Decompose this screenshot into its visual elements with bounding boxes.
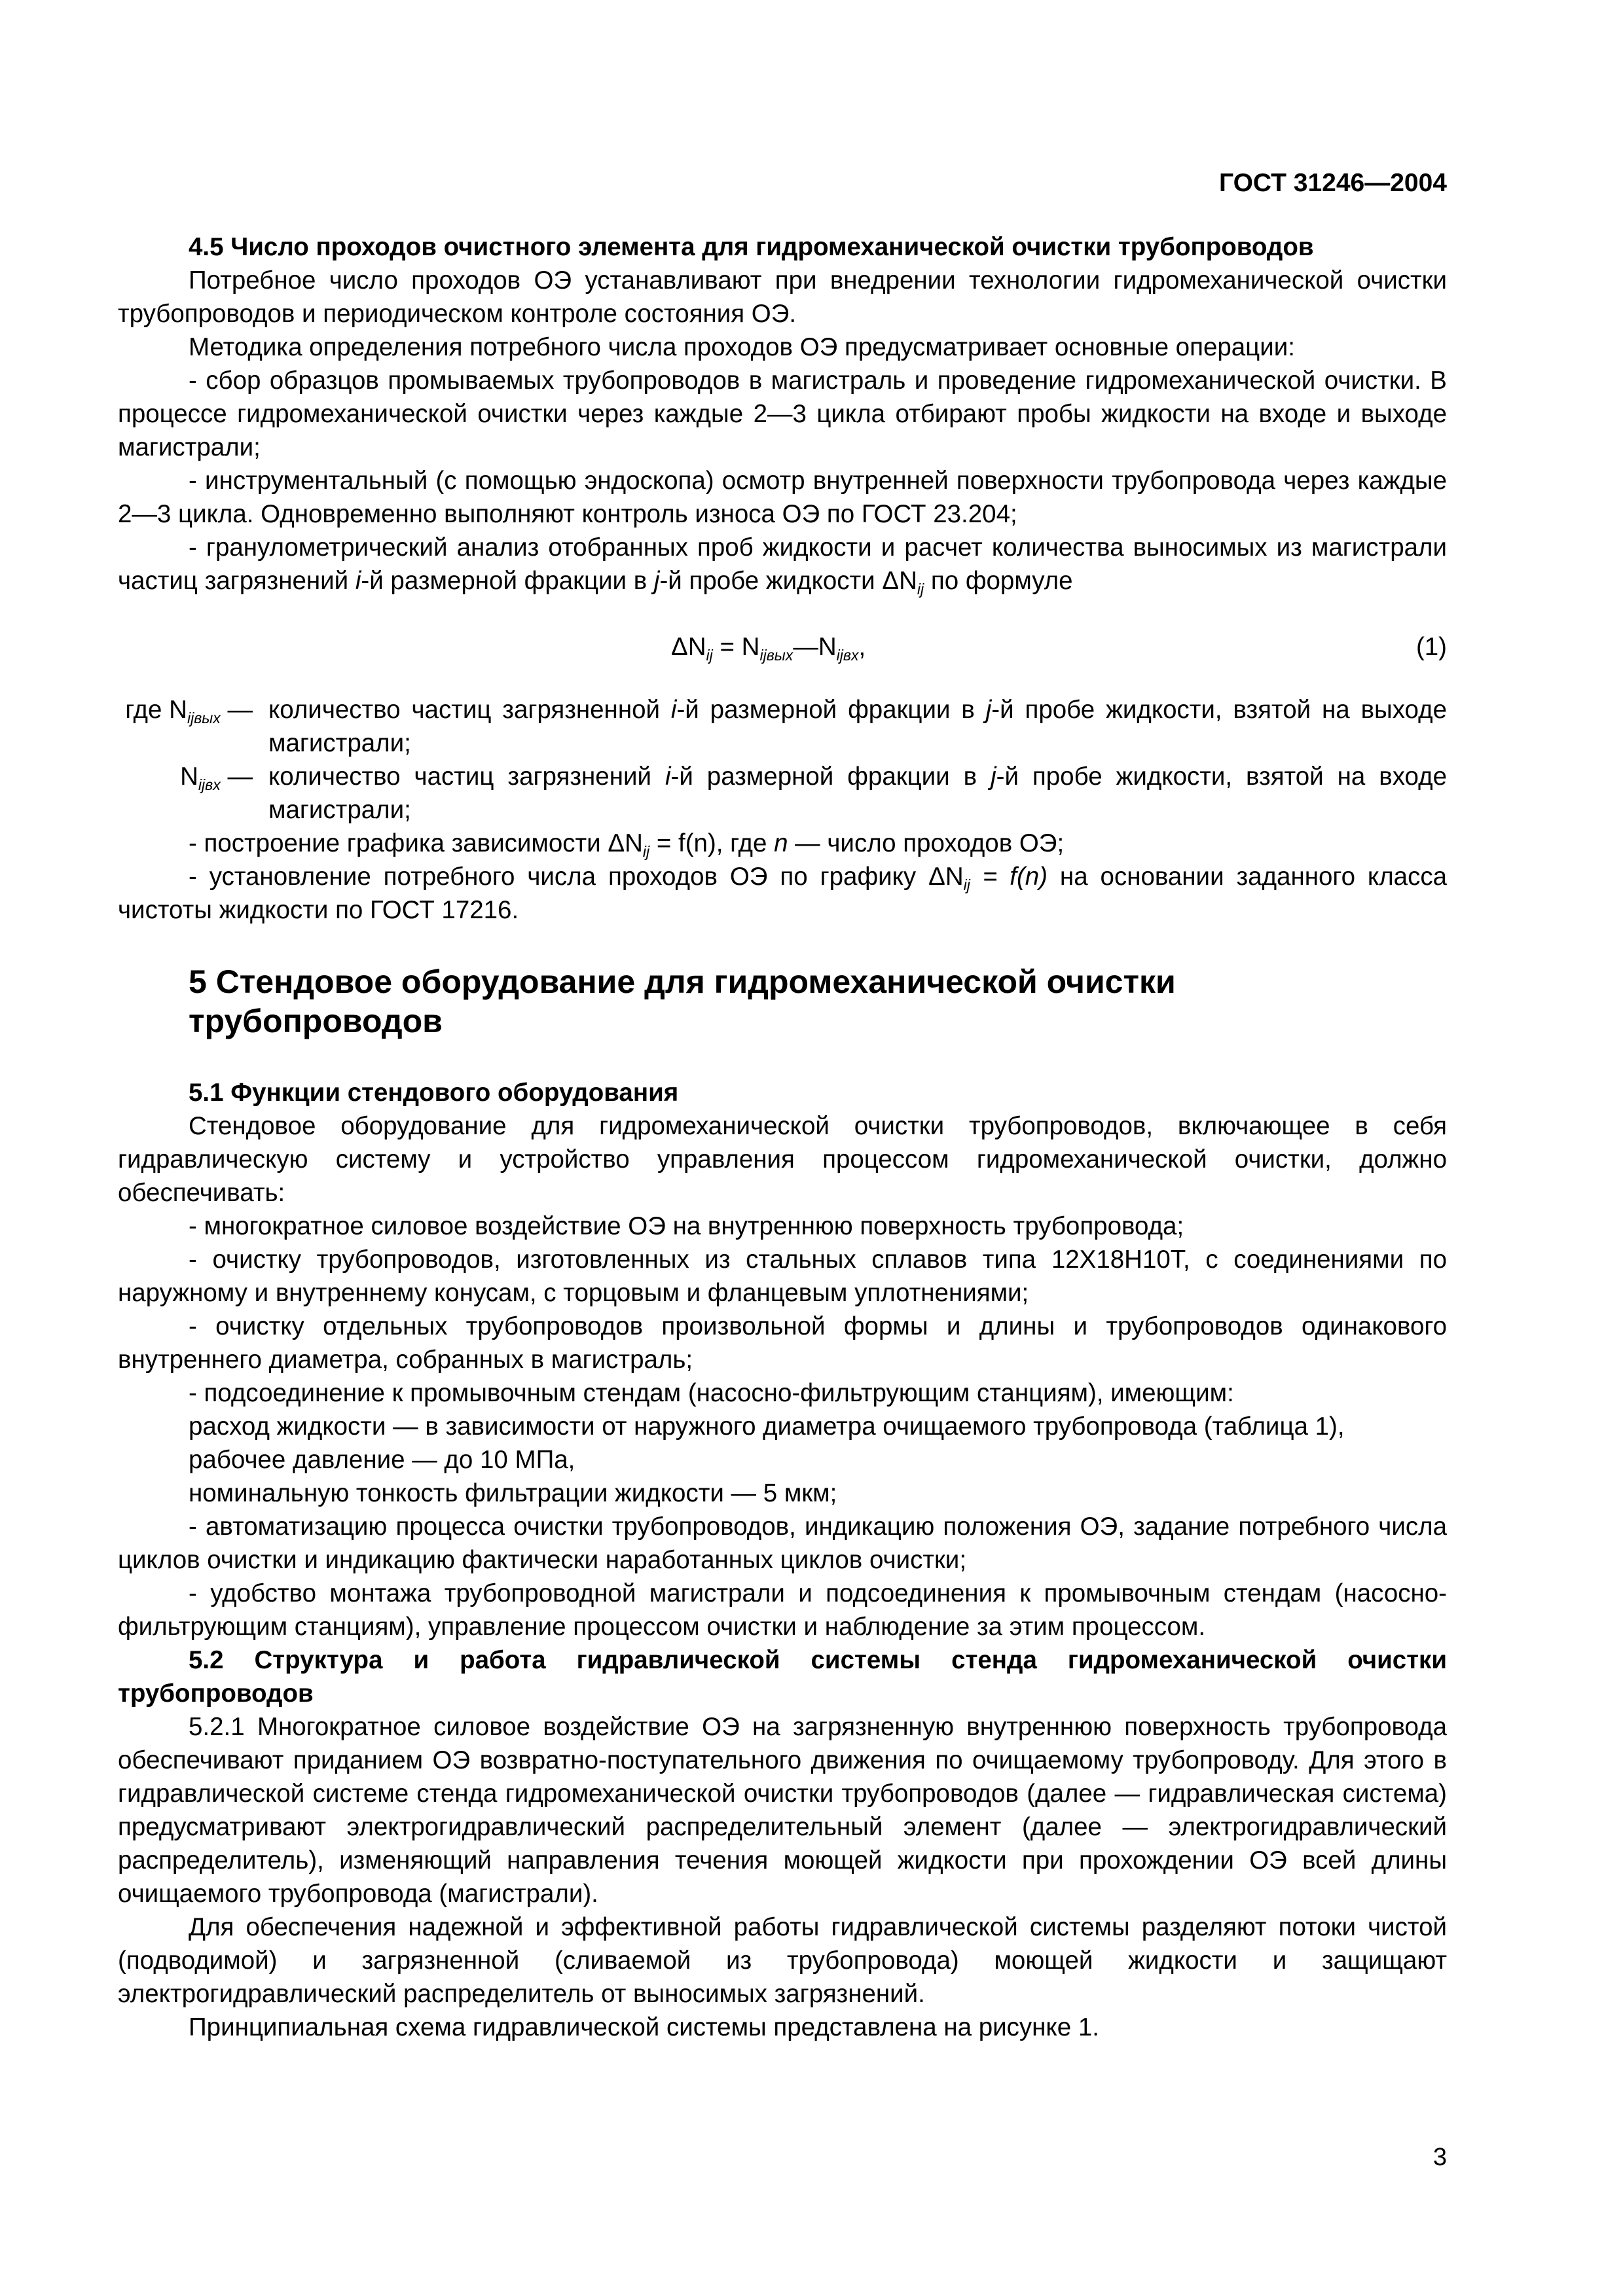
text-run: количество частиц загрязненной bbox=[268, 696, 671, 724]
section-5-2-title: 5.2 Структура и работа гидравлической системы стенда гидромеханической очистки трубопроводов bbox=[118, 1646, 1447, 1708]
title-line: трубопроводов bbox=[189, 1003, 443, 1039]
italic-var: n bbox=[774, 829, 788, 857]
list-item: - очистку отдельных трубопроводов произвольной формы и длины и трубопроводов одинакового внутреннего диаметра, собранных в магистраль; bbox=[118, 1312, 1447, 1374]
paragraph: 5.2.1 Многократное силовое воздействие ОЭ на загрязненную внутреннюю поверхность трубопровода обеспечивают приданием ОЭ возвратно-поступательного движения по очищаемому трубопроводу. Для этого в гидравлической системе стенда гидромеханической очистки трубопроводов (далее — гидравлическая система) предусматривают электрогидравлический распределительный элемент (далее — электрогидравлический распределитель), изменяющий направления течения моющей жидкости при прохождении ОЭ всей длины очищаемого трубопровода (магистрали). bbox=[118, 1713, 1447, 1908]
text-run: -й размерной фракции в bbox=[670, 762, 991, 791]
text-run: -й размерной фракции в bbox=[361, 567, 654, 595]
subscript: ijвых bbox=[759, 647, 793, 664]
section-5-1-title: 5.1 Функции стендового оборудования bbox=[189, 1079, 679, 1107]
italic-var: = f(n) bbox=[970, 863, 1048, 891]
subscript: ijвых bbox=[187, 709, 221, 727]
italic-var: i bbox=[665, 762, 671, 791]
formula-part: —N bbox=[793, 633, 837, 661]
paragraph: Принципиальная схема гидравлической системы представлена на рисунке 1. bbox=[189, 2013, 1099, 2041]
text-run: - установление потребного числа проходов ОЭ по графику ΔN bbox=[189, 863, 964, 891]
definition-term bbox=[125, 693, 253, 726]
subscript: ij bbox=[963, 876, 970, 894]
text-run: - построение графика зависимости ΔN bbox=[189, 829, 643, 857]
formula-1 bbox=[118, 630, 1447, 664]
text-run: -й пробе жидкости, взятой на входе магистрали; bbox=[268, 762, 1447, 824]
list-subitem: рабочее давление — до 10 МПа, bbox=[189, 1446, 575, 1474]
list-item bbox=[118, 827, 1447, 860]
document-body bbox=[118, 230, 1447, 2044]
list-subitem: номинальную тонкость фильтрации жидкости — 5 мкм; bbox=[189, 1479, 837, 1507]
list-item: - удобство монтажа трубопроводной магистрали и подсоединения к промывочным стендам (насосно-фильтрующим станциям), управление процессом очистки и наблюдение за этим процессом. bbox=[118, 1579, 1447, 1641]
list-item bbox=[118, 860, 1447, 927]
subscript: ij bbox=[642, 843, 650, 861]
formula-part: , bbox=[858, 633, 866, 661]
list-item: - сбор образцов промываемых трубопроводов в магистраль и проведение гидромеханической очистки. В процессе гидромеханической очистки через каждые 2—3 цикла отбирают пробы жидкости на входе и выходе магистрали; bbox=[118, 367, 1447, 461]
section-4-5-title: 4.5 Число проходов очистного элемента для гидромеханической очистки трубопроводов bbox=[189, 233, 1314, 261]
text-run: — bbox=[220, 762, 253, 791]
paragraph: Потребное число проходов ОЭ устанавливают при внедрении технологии гидромеханической очистки трубопроводов и периодическом контроле состояния ОЭ. bbox=[118, 266, 1447, 328]
paragraph: Стендовое оборудование для гидромеханической очистки трубопроводов, включающее в себя гидравлическую систему и устройство управления процессом гидромеханической очистки, должно обеспечивать: bbox=[118, 1112, 1447, 1207]
list-item: - подсоединение к промывочным стендам (насосно-фильтрующим станциям), имеющим: bbox=[189, 1379, 1234, 1407]
definition-item bbox=[118, 693, 1447, 760]
italic-var: i bbox=[355, 567, 361, 595]
text-run: где N bbox=[125, 696, 187, 724]
text-run: N bbox=[180, 762, 198, 791]
subscript: ijвх bbox=[836, 647, 859, 664]
list-item: - очистку трубопроводов, изготовленных из стальных сплавов типа 12Х18Н10Т, с соединениями по наружному и внутреннему конусам, с торцовым и фланцевым уплотнениями; bbox=[118, 1246, 1447, 1307]
definition-item bbox=[118, 760, 1447, 827]
document-header: ГОСТ 31246—2004 bbox=[1219, 169, 1447, 197]
text-run: -й размерной фракции в bbox=[676, 696, 986, 724]
subscript: ijвх bbox=[198, 776, 221, 794]
page-number: 3 bbox=[1432, 2144, 1447, 2171]
paragraph: Для обеспечения надежной и эффективной работы гидравлической системы разделяют потоки чистой (подводимой) и загрязненной (сливаемой из трубопровода) моющей жидкости и защищают электрогидравлический распределитель от выносимых загрязнений. bbox=[118, 1913, 1447, 2008]
formula-part: = N bbox=[712, 633, 760, 661]
italic-var: j bbox=[985, 696, 992, 724]
text-run: по формуле bbox=[924, 567, 1073, 595]
text-run: — bbox=[220, 696, 253, 724]
definition-text bbox=[268, 693, 1447, 760]
subscript: ij bbox=[917, 581, 924, 598]
definition-term bbox=[180, 760, 253, 793]
italic-var: j bbox=[991, 762, 996, 791]
list-item bbox=[118, 531, 1447, 598]
list-item: - многократное силовое воздействие ОЭ на внутреннюю поверхность трубопровода; bbox=[189, 1212, 1184, 1240]
formula-part: ΔN bbox=[671, 633, 706, 661]
italic-var: i bbox=[670, 696, 677, 724]
list-item: - инструментальный (с помощью эндоскопа) осмотр внутренней поверхности трубопровода через каждые 2—3 цикла. Одновременно выполняют контроль износа ОЭ по ГОСТ 23.204; bbox=[118, 467, 1447, 528]
paragraph: Методика определения потребного числа проходов ОЭ предусматривает основные операции: bbox=[189, 333, 1295, 361]
text-run: — число проходов ОЭ; bbox=[788, 829, 1065, 857]
text-run: на основании заданного класса чистоты жидкости по ГОСТ 17216. bbox=[118, 863, 1447, 924]
italic-var: j bbox=[653, 567, 660, 595]
list-subitem: расход жидкости — в зависимости от наружного диаметра очищаемого трубопровода (таблица 1), bbox=[189, 1412, 1345, 1441]
list-item: - автоматизацию процесса очистки трубопроводов, индикацию положения ОЭ, задание потребного числа циклов очистки и индикацию фактически наработанных циклов очистки; bbox=[118, 1513, 1447, 1574]
text-run: количество частиц загрязнений bbox=[268, 762, 665, 791]
subscript: ij bbox=[706, 647, 713, 664]
text-run: - гранулометрический анализ отобранных проб жидкости и расчет количества выносимых из магистрали частиц загрязнений bbox=[118, 533, 1447, 595]
title-line: 5 Стендовое оборудование для гидромеханической очистки bbox=[189, 963, 1176, 1000]
section-5-title bbox=[189, 962, 1447, 1041]
formula-number: (1) bbox=[1415, 633, 1447, 661]
formula-expression bbox=[671, 630, 866, 664]
text-run: = f(n), где bbox=[649, 829, 775, 857]
definition-text bbox=[268, 760, 1447, 827]
text-run: -й пробе жидкости, взятой на выходе магистрали; bbox=[268, 696, 1447, 757]
text-run: -й пробе жидкости ΔN bbox=[659, 567, 917, 595]
